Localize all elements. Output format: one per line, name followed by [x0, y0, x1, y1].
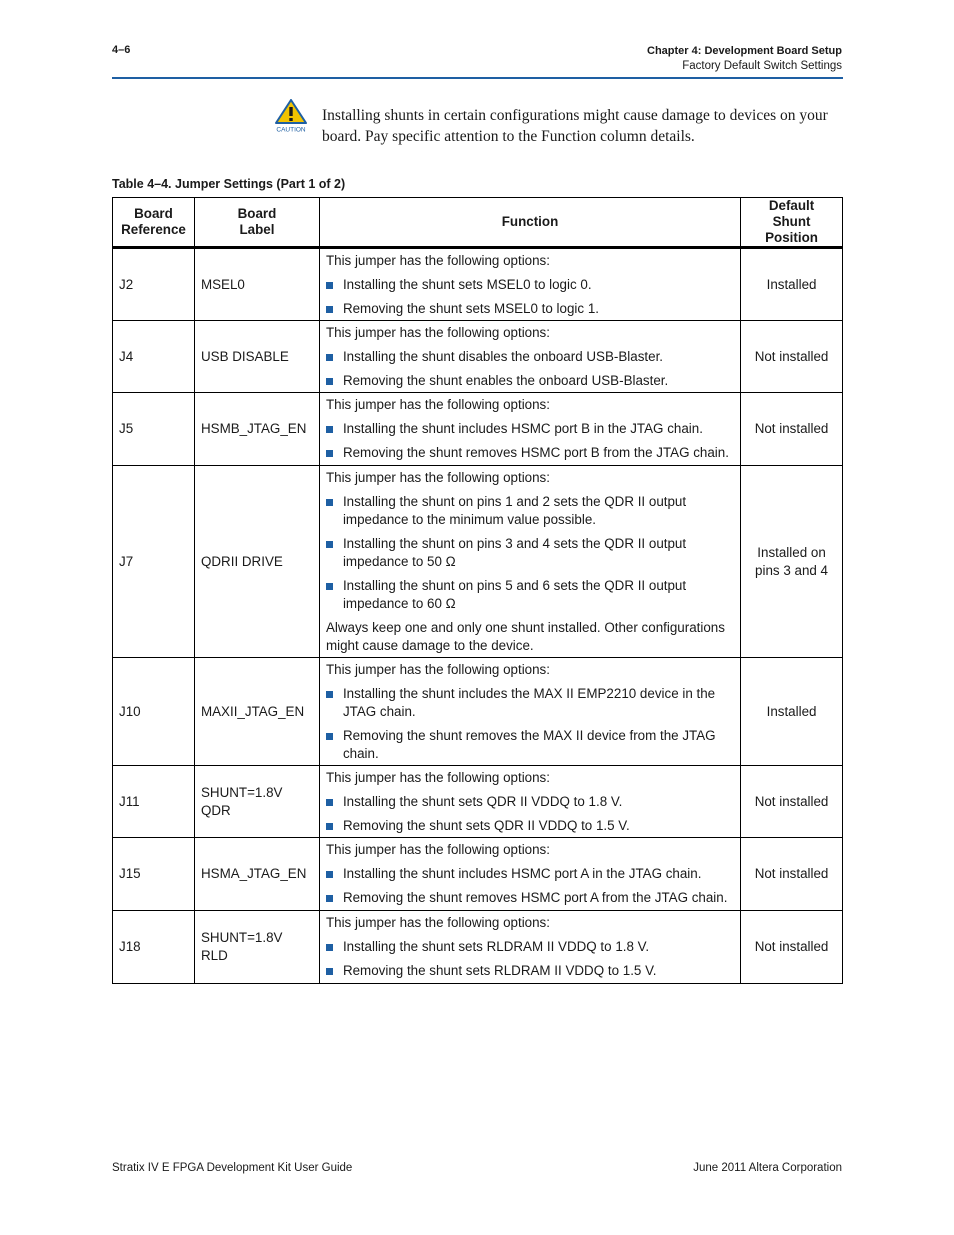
square-bullet-icon — [326, 282, 333, 289]
cell-board-label: SHUNT=1.8V QDR — [194, 766, 319, 838]
cell-default-shunt-position: Not installed — [741, 911, 843, 984]
header-default-shunt-position: Default Shunt Position — [741, 198, 843, 248]
cell-default-shunt-position: Not installed — [741, 393, 843, 466]
function-option — [326, 865, 734, 883]
function-options-list — [326, 276, 734, 318]
caution-text: Installing shunts in certain configurations might cause damage to devices on your board. Pay specific attention to the Function column details. — [322, 107, 828, 145]
table-row — [113, 838, 843, 911]
cell-board-reference: J10 — [113, 658, 195, 766]
cell-default-shunt-position: Not installed — [741, 838, 843, 911]
table-caption: Table 4–4. Jumper Settings (Part 1 of 2) — [112, 177, 346, 191]
cell-board-label: HSMA_JTAG_EN — [194, 838, 319, 911]
function-option-text: Installing the shunt includes the MAX II EMP2210 device in the JTAG chain. — [342, 685, 716, 719]
table-row — [113, 393, 843, 466]
cell-function — [319, 766, 740, 838]
cell-board-label: MSEL0 — [194, 248, 319, 321]
square-bullet-icon — [326, 426, 333, 433]
function-option-text: Installing the shunt sets MSEL0 to logic 0. — [342, 276, 592, 292]
square-bullet-icon — [326, 354, 333, 361]
header-board-label: Board Label — [194, 198, 319, 248]
table-row — [113, 321, 843, 393]
square-bullet-icon — [326, 944, 333, 951]
function-note: Always keep one and only one shunt installed. Other configurations might cause damage to the device. — [325, 619, 725, 653]
function-option — [326, 817, 734, 835]
function-option-text: Installing the shunt sets RLDRAM II VDDQ to 1.8 V. — [342, 939, 650, 954]
function-option — [326, 535, 734, 571]
function-intro: This jumper has the following options: — [325, 397, 550, 412]
cell-board-reference: J15 — [113, 838, 195, 911]
table-row — [113, 248, 843, 321]
square-bullet-icon — [326, 799, 333, 806]
cell-board-reference: J7 — [113, 466, 195, 658]
function-intro: This jumper has the following options: — [325, 769, 550, 785]
square-bullet-icon — [326, 583, 333, 590]
square-bullet-icon — [326, 823, 333, 830]
function-option — [326, 938, 734, 956]
function-option-text: Installing the shunt includes HSMC port B in the JTAG chain. — [342, 421, 703, 436]
cell-function — [319, 393, 740, 466]
table-body — [113, 248, 843, 984]
header-rule — [112, 77, 843, 79]
function-option-text: Removing the shunt removes HSMC port A from the JTAG chain. — [342, 890, 728, 905]
function-option-text: Installing the shunt sets QDR II VDDQ to 1.8 V. — [342, 793, 623, 809]
cell-default-shunt-position: Not installed — [741, 766, 843, 838]
function-option-text: Installing the shunt disables the onboard USB-Blaster. — [342, 348, 664, 364]
function-option-text: Installing the shunt includes HSMC port A in the JTAG chain. — [342, 866, 702, 881]
function-option — [326, 372, 734, 390]
function-option — [326, 444, 734, 462]
function-option-text: Removing the shunt sets RLDRAM II VDDQ to 1.5 V. — [342, 963, 657, 978]
cell-default-shunt-position: Not installed — [741, 321, 843, 393]
function-option — [326, 577, 734, 613]
jumper-settings-table — [112, 197, 843, 984]
cell-function — [319, 248, 740, 321]
cell-board-label: QDRII DRIVE — [194, 466, 319, 658]
function-intro: This jumper has the following options: — [325, 842, 550, 857]
section-title: Factory Default Switch Settings — [682, 60, 842, 72]
square-bullet-icon — [326, 306, 333, 313]
square-bullet-icon — [326, 733, 333, 740]
square-bullet-icon — [326, 378, 333, 385]
function-options-list — [326, 865, 734, 907]
table-header-row — [113, 198, 843, 248]
cell-board-label: SHUNT=1.8V RLD — [194, 911, 319, 984]
function-options-list — [326, 793, 734, 835]
function-option — [326, 685, 734, 721]
square-bullet-icon — [326, 895, 333, 902]
cell-default-shunt-position: Installed — [741, 248, 843, 321]
cell-function — [319, 658, 740, 766]
square-bullet-icon — [326, 871, 333, 878]
square-bullet-icon — [326, 691, 333, 698]
function-option — [326, 889, 734, 907]
function-intro: This jumper has the following options: — [325, 661, 550, 677]
function-options-list — [326, 493, 734, 613]
header-board-reference: Board Reference — [113, 198, 195, 248]
footer-date-company: June 2011 Altera Corporation — [693, 1162, 842, 1174]
function-intro: This jumper has the following options: — [325, 252, 550, 268]
cell-board-reference: J2 — [113, 248, 195, 321]
function-options-list — [326, 938, 734, 980]
function-option-text: Removing the shunt enables the onboard USB-Blaster. — [342, 372, 669, 388]
caution-icon-label: CAUTION — [276, 126, 306, 133]
running-header — [647, 44, 842, 74]
caution-triangle-icon — [273, 99, 309, 133]
function-option-text: Removing the shunt sets MSEL0 to logic 1. — [342, 300, 599, 316]
function-option — [326, 300, 734, 318]
function-options-list — [326, 348, 734, 390]
function-option-text: Removing the shunt removes HSMC port B from the JTAG chain. — [342, 445, 729, 460]
function-option-text: Installing the shunt on pins 1 and 2 sets the QDR II output impedance to the minimum value possible. — [342, 493, 687, 527]
cell-board-label: HSMB_JTAG_EN — [194, 393, 319, 466]
function-options-list — [326, 420, 734, 462]
cell-board-reference: J18 — [113, 911, 195, 984]
function-option-text: Installing the shunt on pins 3 and 4 sets the QDR II output impedance to 50 Ω — [342, 535, 687, 569]
cell-board-reference: J11 — [113, 766, 195, 838]
cell-function — [319, 321, 740, 393]
function-option — [326, 727, 734, 763]
square-bullet-icon — [326, 499, 333, 506]
header-function: Function — [319, 198, 740, 248]
cell-board-reference: J5 — [113, 393, 195, 466]
cell-function — [319, 838, 740, 911]
cell-board-label: MAXII_JTAG_EN — [194, 658, 319, 766]
cell-function — [319, 466, 740, 658]
table-row — [113, 911, 843, 984]
function-options-list — [326, 685, 734, 763]
function-option-text: Removing the shunt sets QDR II VDDQ to 1.5 V. — [342, 817, 630, 833]
function-option-text: Removing the shunt removes the MAX II device from the JTAG chain. — [342, 727, 716, 761]
function-option-text: Installing the shunt on pins 5 and 6 sets the QDR II output impedance to 60 Ω — [342, 577, 687, 611]
function-option — [326, 348, 734, 366]
page-number: 4–6 — [112, 44, 131, 56]
cell-default-shunt-position: Installed — [741, 658, 843, 766]
chapter-title: Chapter 4: Development Board Setup — [647, 45, 842, 57]
function-intro: This jumper has the following options: — [325, 469, 550, 485]
cell-board-reference: J4 — [113, 321, 195, 393]
square-bullet-icon — [326, 450, 333, 457]
cell-default-shunt-position: Installed on pins 3 and 4 — [741, 466, 843, 658]
cell-function — [319, 911, 740, 984]
square-bullet-icon — [326, 968, 333, 975]
table-row — [113, 658, 843, 766]
table-row — [113, 766, 843, 838]
cell-board-label: USB DISABLE — [194, 321, 319, 393]
function-option — [326, 420, 734, 438]
function-option — [326, 962, 734, 980]
square-bullet-icon — [326, 541, 333, 548]
footer-doc-title: Stratix IV E FPGA Development Kit User Guide — [112, 1162, 353, 1174]
table-row — [113, 466, 843, 658]
function-intro: This jumper has the following options: — [325, 915, 550, 930]
function-option — [326, 276, 734, 294]
function-option — [326, 793, 734, 811]
function-option — [326, 493, 734, 529]
function-intro: This jumper has the following options: — [325, 324, 550, 340]
